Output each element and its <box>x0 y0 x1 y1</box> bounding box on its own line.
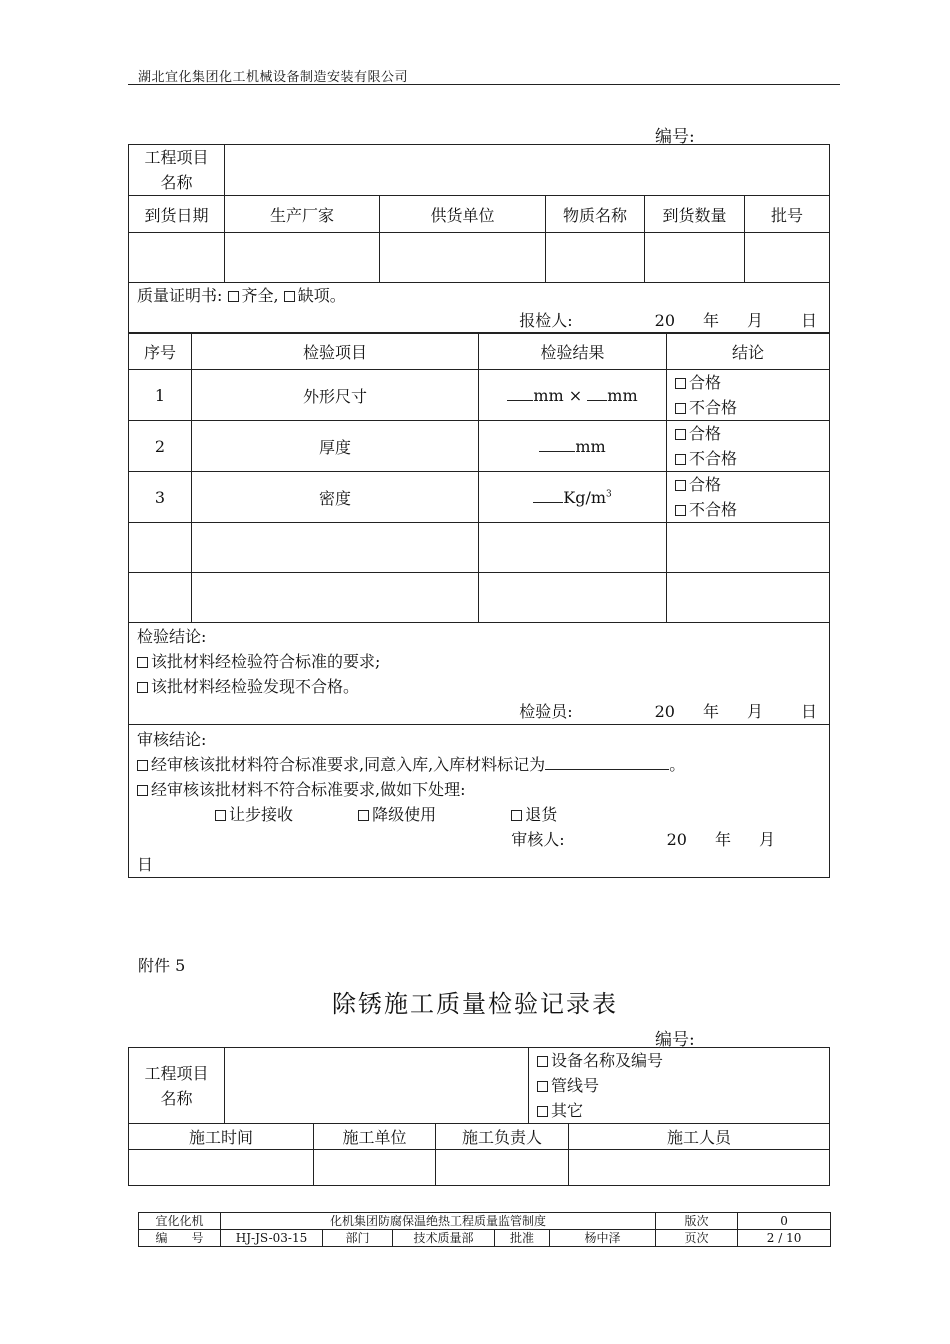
project-name-value[interactable] <box>225 145 830 196</box>
empty-cell[interactable] <box>667 523 830 573</box>
cert-complete-label: 齐全, <box>241 286 279 305</box>
fail-checkbox[interactable] <box>675 505 686 516</box>
review-title: 审核结论: <box>137 730 207 749</box>
date-20: 20 <box>654 311 675 330</box>
col-construction-unit: 施工单位 <box>314 1124 436 1150</box>
date-day: 日 <box>800 701 817 721</box>
cert-missing-checkbox[interactable] <box>284 291 295 302</box>
cert-missing-label: 缺项。 <box>297 286 346 305</box>
reporter-label: 报检人: <box>519 311 573 330</box>
downgrade-label: 降级使用 <box>372 805 437 824</box>
approve-checkbox[interactable] <box>137 760 148 771</box>
footer-page-label: 页次 <box>656 1230 738 1247</box>
equipment-checkbox[interactable] <box>537 1056 548 1067</box>
row-no: 1 <box>129 370 192 421</box>
col-construction-staff: 施工人员 <box>569 1124 830 1150</box>
concession-checkbox[interactable] <box>215 810 226 821</box>
inspection-items-table <box>128 332 830 878</box>
empty-cell[interactable] <box>479 523 667 573</box>
material-inspection-form <box>128 144 830 334</box>
footer-approver: 杨中泽 <box>550 1230 656 1247</box>
col-supplier: 供货单位 <box>380 196 546 233</box>
col-item: 检验项目 <box>192 333 479 370</box>
date-day: 日 <box>137 855 154 874</box>
cell-arrival-qty[interactable] <box>645 233 745 283</box>
nonconform-checkbox[interactable] <box>137 682 148 693</box>
other-checkbox[interactable] <box>537 1106 548 1117</box>
table-row <box>129 370 830 421</box>
date-year: 年 <box>703 311 720 330</box>
reviewer-label: 审核人: <box>511 830 565 849</box>
row-no: 2 <box>129 421 192 472</box>
fail-checkbox[interactable] <box>675 454 686 465</box>
footer-version-label: 版次 <box>656 1213 738 1230</box>
object-type-options <box>529 1048 830 1124</box>
inspector-label: 检验员: <box>519 701 573 721</box>
empty-cell[interactable] <box>129 523 192 573</box>
derusting-record-form <box>128 1047 830 1186</box>
date-year: 年 <box>702 701 719 721</box>
fail-checkbox[interactable] <box>675 403 686 414</box>
empty-cell[interactable] <box>129 573 192 623</box>
form2-project-value[interactable] <box>225 1048 529 1124</box>
pipeline-checkbox[interactable] <box>537 1081 548 1092</box>
footer-code: HJ-JS-03-15 <box>221 1230 323 1247</box>
date-month: 月 <box>746 701 763 721</box>
conform-label: 该批材料经检验符合标准的要求; <box>151 651 381 671</box>
table-row <box>129 472 830 523</box>
cell-arrival-date[interactable] <box>129 233 225 283</box>
attachment-label: 附件 5 <box>138 956 186 975</box>
pass-checkbox[interactable] <box>675 378 686 389</box>
table-row <box>129 573 830 623</box>
cell-construction-time[interactable] <box>129 1150 314 1186</box>
project-name-label: 工程项目 名称 <box>129 145 225 196</box>
form2-project-label: 工程项目 名称 <box>129 1048 225 1124</box>
cert-complete-checkbox[interactable] <box>228 291 239 302</box>
date-month: 月 <box>758 830 775 849</box>
result-density[interactable]: $Kg/m^3$ <box>479 472 667 523</box>
date-20: 20 <box>654 701 675 721</box>
col-construction-time: 施工时间 <box>129 1124 314 1150</box>
review-conclusion: 审核结论: 经审核该批材料符合标准要求,同意入库,入库材料标记为 。 经审核该批材料不符合标准要求,做如下处理: 让步接收 降级使用 退货 审核人: 20 年 月 日 <box>129 725 830 878</box>
footer-approve-label: 批准 <box>495 1230 550 1247</box>
certificate-label: 质量证明书: <box>137 286 223 305</box>
col-material-name: 物质名称 <box>546 196 645 233</box>
inspection-conclusion <box>129 623 830 725</box>
row-item: 厚度 <box>192 421 479 472</box>
footer-dept: 技术质量部 <box>393 1230 495 1247</box>
pipeline-label: 管线号 <box>551 1076 600 1095</box>
cell-manufacturer[interactable] <box>225 233 380 283</box>
row-item: 密度 <box>192 472 479 523</box>
conclusion-cell: 合格 不合格 <box>667 421 830 472</box>
footer-version: 0 <box>738 1213 831 1230</box>
footer-dept-label: 部门 <box>323 1230 393 1247</box>
row-no: 3 <box>129 472 192 523</box>
certificate-row <box>129 283 830 334</box>
approve-label: 经审核该批材料符合标准要求,同意入库,入库材料标记为 <box>151 755 546 774</box>
reject-label: 经审核该批材料不符合标准要求,做如下处理: <box>151 780 466 799</box>
date-year: 年 <box>714 830 731 849</box>
cell-material-name[interactable] <box>546 233 645 283</box>
col-arrival-qty: 到货数量 <box>645 196 745 233</box>
date-month: 月 <box>747 311 764 330</box>
equipment-label: 设备名称及编号 <box>551 1051 664 1070</box>
return-checkbox[interactable] <box>511 810 522 821</box>
result-thickness[interactable]: mm <box>479 421 667 472</box>
cell-construction-staff[interactable] <box>569 1150 830 1186</box>
form2-code-label: 编号: <box>655 1030 695 1050</box>
footer-org: 宜化化机 <box>139 1213 221 1230</box>
col-responsible-person: 施工负责人 <box>436 1124 569 1150</box>
concession-label: 让步接收 <box>229 805 294 824</box>
footer-doc-title: 化机集团防腐保温绝热工程质量监管制度 <box>221 1213 656 1230</box>
header-rule <box>128 84 840 85</box>
nonconform-label: 该批材料经检验发现不合格。 <box>151 676 360 696</box>
downgrade-checkbox[interactable] <box>358 810 369 821</box>
inspection-conclusion-title: 检验结论: <box>137 626 207 646</box>
empty-cell[interactable] <box>192 573 479 623</box>
result-dimensions[interactable]: mm × mm <box>479 370 667 421</box>
conform-checkbox[interactable] <box>137 657 148 668</box>
table-row <box>129 421 830 472</box>
footer-code-label: 编 号 <box>139 1230 221 1247</box>
col-manufacturer: 生产厂家 <box>225 196 380 233</box>
footer-page: 2 / 10 <box>738 1230 831 1247</box>
conclusion-cell: 合格 不合格 <box>667 472 830 523</box>
return-label: 退货 <box>525 805 558 824</box>
pass-checkbox[interactable] <box>675 480 686 491</box>
cell-supplier[interactable] <box>380 233 546 283</box>
col-batch-no: 批号 <box>745 196 830 233</box>
cell-batch-no[interactable] <box>745 233 830 283</box>
form1-code-label: 编号: <box>655 127 695 147</box>
col-conclusion: 结论 <box>667 333 830 370</box>
reject-checkbox[interactable] <box>137 785 148 796</box>
cell-responsible-person[interactable] <box>436 1150 569 1186</box>
col-arrival-date: 到货日期 <box>129 196 225 233</box>
table-row <box>129 523 830 573</box>
company-header: 湖北宜化集团化工机械设备制造安装有限公司 <box>138 70 409 85</box>
conclusion-cell: 合格 不合格 <box>667 370 830 421</box>
col-result: 检验结果 <box>479 333 667 370</box>
empty-cell[interactable] <box>479 573 667 623</box>
date-20: 20 <box>666 830 687 849</box>
document-footer <box>138 1212 831 1247</box>
mark-blank[interactable] <box>545 769 669 770</box>
col-seq: 序号 <box>129 333 192 370</box>
page-title: 除锈施工质量检验记录表 <box>332 990 618 1018</box>
other-label: 其它 <box>551 1101 584 1120</box>
pass-checkbox[interactable] <box>675 429 686 440</box>
date-day: 日 <box>801 311 818 330</box>
empty-cell[interactable] <box>667 573 830 623</box>
row-item: 外形尺寸 <box>192 370 479 421</box>
cell-construction-unit[interactable] <box>314 1150 436 1186</box>
empty-cell[interactable] <box>192 523 479 573</box>
